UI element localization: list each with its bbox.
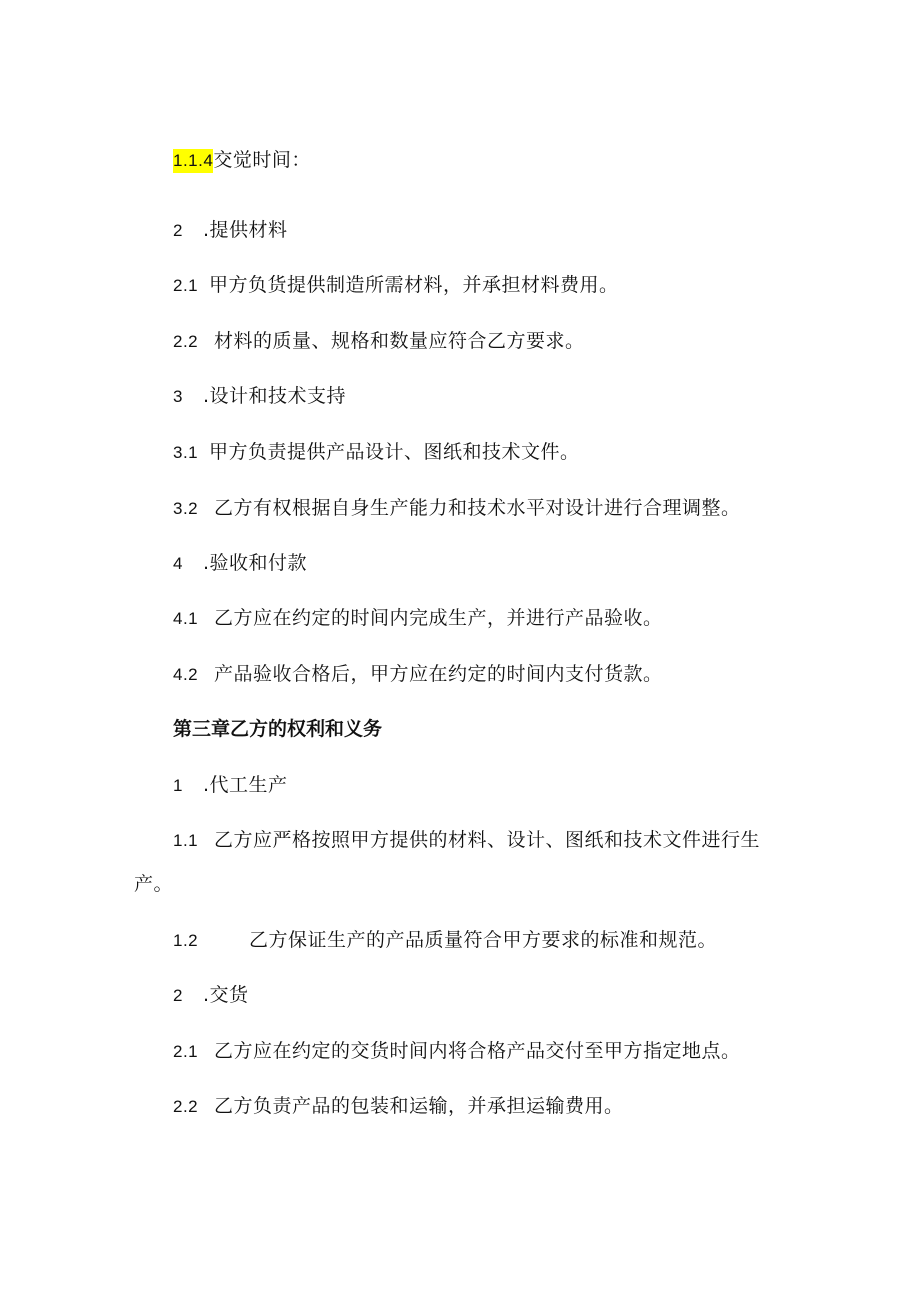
clause-1-1-4 <box>173 148 311 173</box>
clause-3-1 <box>173 440 580 465</box>
clause-text: 乙方应在约定的交货时间内将合格产品交付至甲方指定地点。 <box>214 1040 741 1062</box>
clause-text: 乙方有权根据自身生产能力和技术水平对设计进行合理调整。 <box>214 497 741 519</box>
clause-number: 4.2 <box>173 665 199 684</box>
clause-1-2 <box>173 928 717 953</box>
clause-number: 2.2 <box>173 1097 199 1116</box>
clause-text: 产品验收合格后，甲方应在约定的时间内支付货款。 <box>214 663 663 685</box>
section-number: 4 <box>173 554 183 573</box>
section-title: .代工生产 <box>203 774 288 796</box>
clause-4-1 <box>173 606 663 631</box>
clause-text: 甲方负责提供产品设计、图纸和技术文件。 <box>209 441 580 463</box>
clause-number: 2.2 <box>173 332 199 351</box>
section-1-heading <box>173 773 288 798</box>
clause-text: 乙方保证生产的产品质量符合甲方要求的标准和规范。 <box>249 929 718 951</box>
clause-number: 1.1 <box>173 831 199 850</box>
section-title: .提供材料 <box>203 219 288 241</box>
clause-number: 2.1 <box>173 276 199 295</box>
clause-2-1 <box>173 273 619 298</box>
clause-2-2 <box>173 329 585 354</box>
clause-number: 2.1 <box>173 1042 199 1061</box>
clause-text: 乙方应严格按照甲方提供的材料、设计、图纸和技术文件进行生 <box>214 829 761 851</box>
section-number: 1 <box>173 776 183 795</box>
section-number: 3 <box>173 387 183 406</box>
clause-3-2 <box>173 496 741 521</box>
section-2-delivery-heading <box>173 983 249 1008</box>
clause-text: 甲方负货提供制造所需材料，并承担材料费用。 <box>209 274 619 296</box>
section-3-heading <box>173 384 346 409</box>
section-2-heading <box>173 218 288 243</box>
section-number: 2 <box>173 986 183 1005</box>
clause-1-1-continuation: 产。 <box>134 873 174 895</box>
clause-number: 3.1 <box>173 443 199 462</box>
clause-number: 3.2 <box>173 499 199 518</box>
clause-2-2-delivery <box>173 1094 624 1119</box>
section-4-heading <box>173 551 307 576</box>
clause-1-1 <box>173 828 760 853</box>
clause-number: 1.2 <box>173 931 199 950</box>
clause-text: 乙方应在约定的时间内完成生产，并进行产品验收。 <box>214 607 663 629</box>
clause-text: 乙方负责产品的包装和运输，并承担运输费用。 <box>214 1095 624 1117</box>
section-title: .交货 <box>203 984 249 1006</box>
clause-text: 材料的质量、规格和数量应符合乙方要求。 <box>214 330 585 352</box>
clause-text: 交觉时间： <box>213 149 311 171</box>
clause-4-2 <box>173 662 663 687</box>
clause-2-1-delivery <box>173 1039 741 1064</box>
section-title: .验收和付款 <box>203 552 308 574</box>
section-number: 2 <box>173 221 183 240</box>
chapter-3-title: 第三章乙方的权利和义务 <box>173 718 383 740</box>
clause-number-highlighted: 1.1.4 <box>173 149 213 173</box>
section-title: .设计和技术支持 <box>203 385 347 407</box>
clause-number: 4.1 <box>173 609 199 628</box>
